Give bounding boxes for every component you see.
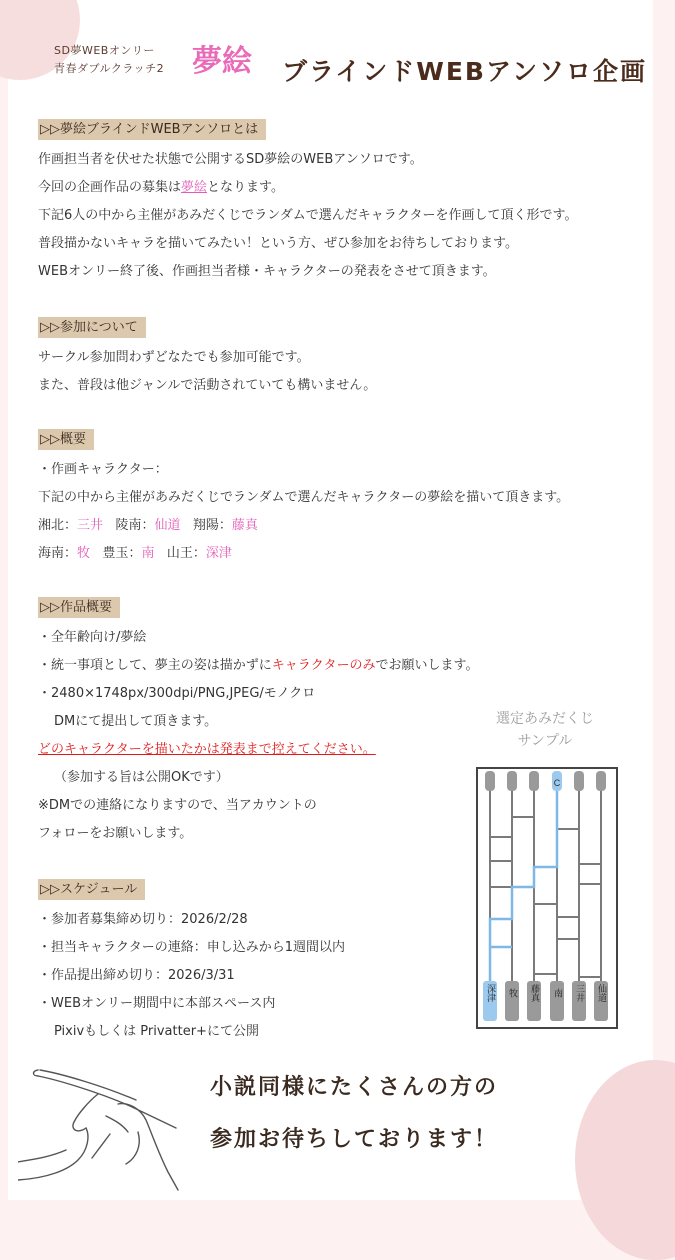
section-heading: ▷▷夢絵ブラインドWEBアンソロとは (38, 119, 266, 140)
schedule-item: ・WEBオンリー期間中に本部スペース内 (38, 996, 276, 1011)
schedule-item: Pixivもしくは Privatter+にて公開 (54, 1024, 259, 1039)
section-heading: ▷▷参加について (38, 317, 146, 338)
amida-name: 三井 (574, 984, 584, 1002)
event-name: SD夢WEBオンリー (54, 44, 155, 57)
character-only-highlight: キャラクターのみ (271, 658, 376, 673)
schedule-item: ・参加者募集締め切り：2026/2/28 (38, 912, 248, 927)
text-line: ・作画キャラクター： (38, 462, 168, 477)
text-line: また、普段は他ジャンルで活動されていても構いません。 (38, 378, 377, 393)
amida-name: 南 (552, 988, 562, 998)
amida-svg (478, 769, 616, 1027)
text-line: ・2480×1748px/300dpi/PNG,JPEG/モノクロ (38, 686, 316, 701)
page-title: ブラインドWEBアンソロ企画 (282, 57, 647, 86)
section-heading: ▷▷スケジュール (38, 879, 145, 900)
header (54, 42, 654, 102)
section-schedule (38, 878, 345, 1046)
text-line: 作画担当者を伏せた状態で公開するSD夢絵のWEBアンソロです。 (38, 152, 423, 167)
amida-name-tab (550, 981, 564, 1021)
hand-drawing-illustration (18, 1062, 208, 1192)
text-line: WEBオンリー終了後、作画担当者様・キャラクターの発表をさせて頂きます。 (38, 264, 496, 279)
amida-top-mark: C (553, 778, 561, 788)
text-line: サークル参加問わずどなたでも参加可能です。 (38, 350, 310, 365)
amida-name: 深津 (485, 984, 495, 1002)
section-heading: ▷▷概要 (38, 429, 94, 450)
section-participation (38, 316, 376, 400)
amida-diagram (476, 767, 618, 1029)
text-line: フォローをお願いします。 (38, 826, 193, 841)
amida-name: 牧 (507, 988, 517, 998)
text-line: （参加する旨は公開OKです） (54, 770, 229, 785)
event-subtitle: 青春ダブルクラッチ2 (54, 62, 165, 75)
amida-name-tab (505, 981, 519, 1021)
section-work-details (38, 596, 478, 848)
footer-message-line2: 参加お待ちしております！ (210, 1127, 499, 1152)
yume-label: 夢絵 (192, 44, 252, 79)
text-line: ※DMでの連絡になりますので、当アカウントの (38, 798, 317, 813)
warning-line: どのキャラクターを描いたかは発表まで控えてください。 (38, 742, 376, 757)
section-heading: ▷▷作品概要 (38, 597, 120, 618)
text-line: 下記6人の中から主催があみだくじでランダムで選んだキャラクターを作画して頂く形です。 (38, 208, 578, 223)
character-row: 湘北：三井 陵南：仙道 翔陽：藤真 (38, 518, 258, 533)
text-line: ・全年齢向け/夢絵 (38, 630, 147, 645)
text-line: ・統一事項として、夢主の姿は描かずにキャラクターのみでお願いします。 (38, 658, 479, 673)
schedule-item: ・作品提出締め切り：2026/3/31 (38, 968, 235, 983)
schedule-item: ・担当キャラクターの連絡：申し込みから1週間以内 (38, 940, 346, 955)
section-overview (38, 428, 569, 568)
text-line: 今回の企画作品の募集は夢絵となります。 (38, 180, 284, 195)
text-line: DMにて提出して頂きます。 (54, 714, 218, 729)
amida-title: 選定あみだくじ サンプル (496, 711, 594, 749)
amida-name: 藤真 (529, 984, 539, 1002)
amida-name: 仙道 (596, 984, 606, 1002)
text-line: 普段描かないキャラを描いてみたい！という方、ぜひ参加をお待ちしております。 (38, 236, 518, 251)
text-line: 下記の中から主催があみだくじでランダムで選んだキャラクターの夢絵を描いて頂きます。 (38, 490, 570, 505)
character-row: 海南：牧 豊玉：南 山王：深津 (38, 546, 232, 561)
section-about (38, 118, 577, 286)
yume-highlight: 夢絵 (181, 180, 208, 195)
footer-message-line1: 小説同様にたくさんの方の (210, 1075, 499, 1100)
